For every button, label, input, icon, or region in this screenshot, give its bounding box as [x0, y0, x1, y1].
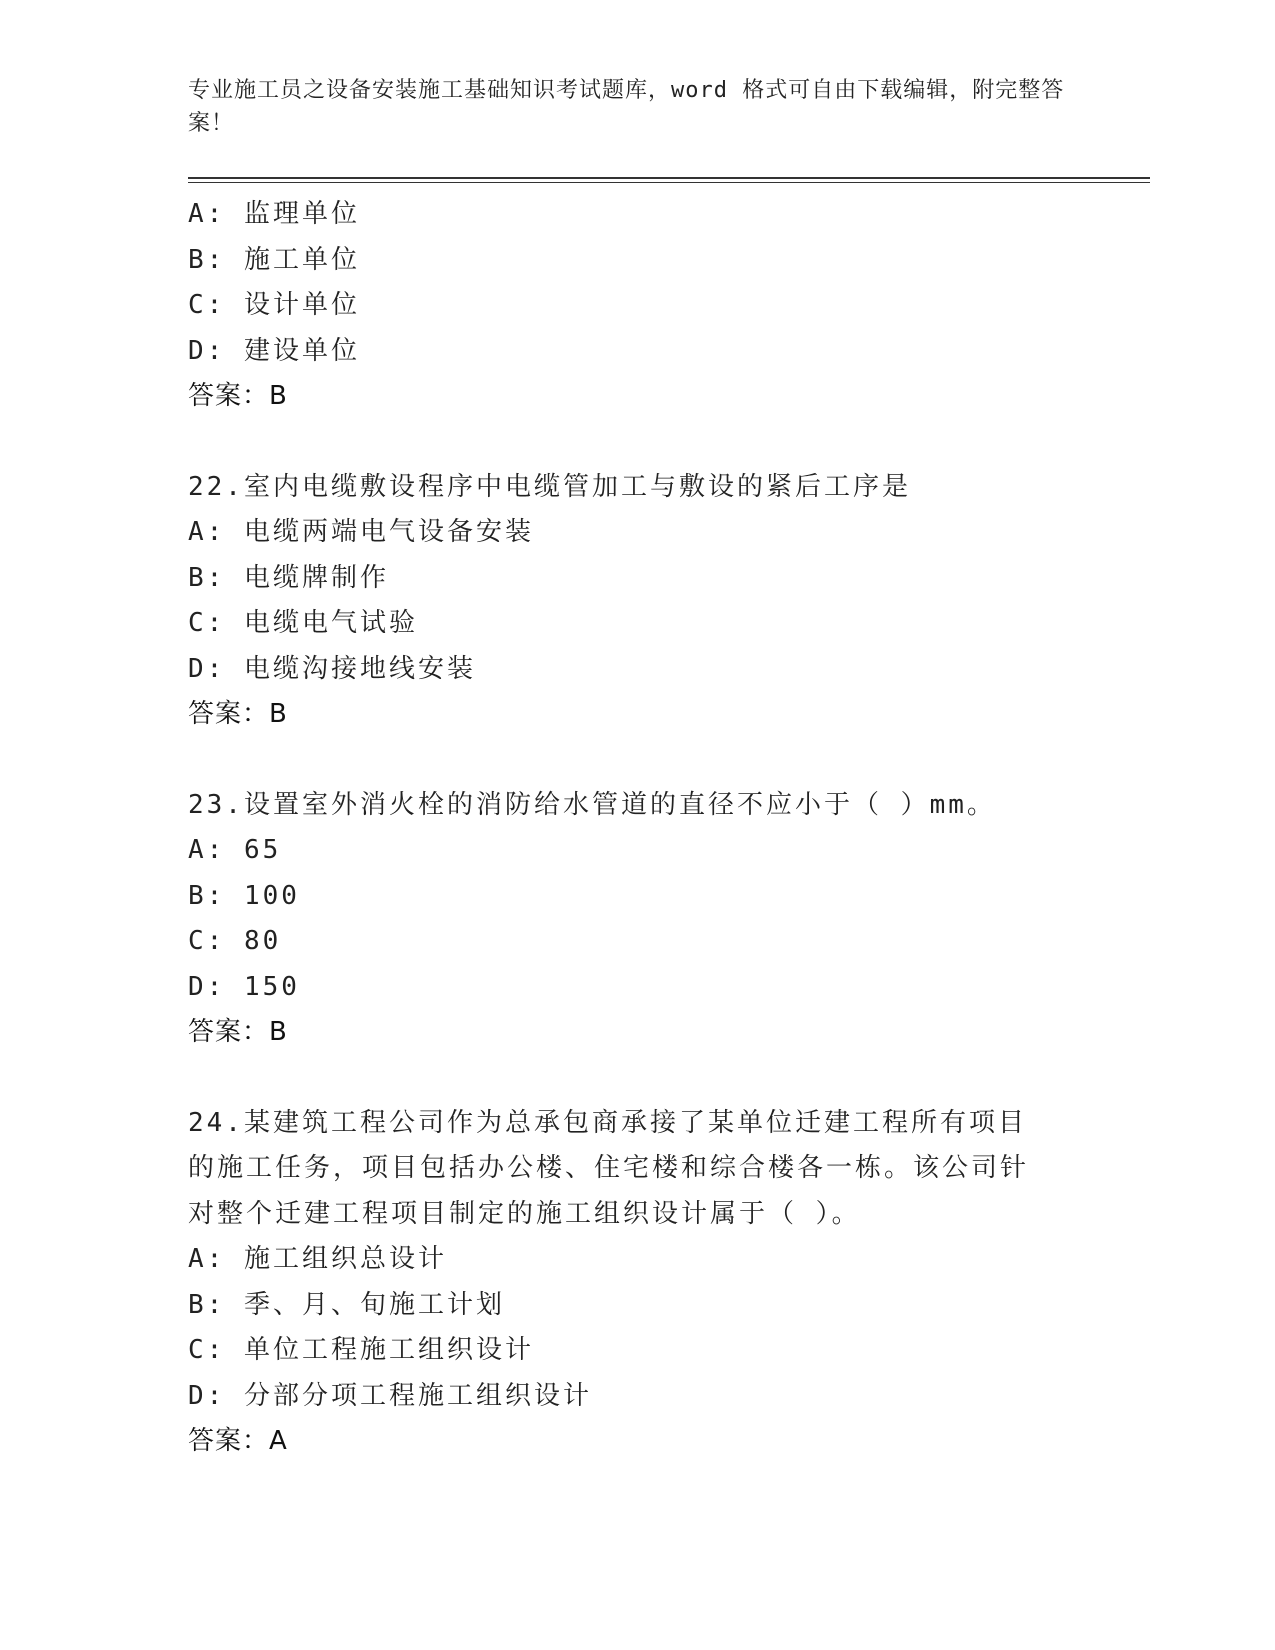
- question-list: [188, 192, 1088, 1465]
- option-c: C: 单位工程施工组织设计: [188, 1335, 534, 1365]
- question-stem: 24.某建筑工程公司作为总承包商承接了某单位迁建工程所有项目的施工任务，项目包括办公楼、住宅楼和综合楼各一栋。该公司针对整个迁建工程项目制定的施工组织设计属于（ ）。: [188, 1107, 1030, 1229]
- option-b: B: 电缆牌制作: [188, 562, 389, 593]
- option-c: C: 电缆电气试验: [188, 608, 418, 638]
- option-b: B: 100: [188, 880, 300, 911]
- document-header: 专业施工员之设备安装施工基础知识考试题库，word 格式可自由下载编辑，附完整答案！: [188, 78, 1065, 136]
- question-stem: 22.室内电缆敷设程序中电缆管加工与敷设的紧后工序是: [188, 471, 911, 502]
- option-a: A: 电缆两端电气设备安装: [188, 517, 534, 547]
- spacer: [188, 1056, 1088, 1101]
- option-c: C: 设计单位: [188, 290, 360, 320]
- header-divider-thin: [188, 182, 1150, 183]
- option-d: D: 分部分项工程施工组织设计: [188, 1380, 592, 1411]
- option-d: D: 电缆沟接地线安装: [188, 653, 476, 684]
- question-block: [188, 783, 1088, 1056]
- option-c: C: 80: [188, 926, 282, 956]
- question-block: [188, 192, 1088, 420]
- question-block: [188, 1101, 1088, 1465]
- spacer: [188, 420, 1088, 465]
- answer-line: 答案：B: [188, 381, 288, 411]
- option-b: B: 季、月、旬施工计划: [188, 1289, 505, 1320]
- option-a: A: 65: [188, 835, 282, 865]
- option-a: A: 监理单位: [188, 199, 360, 229]
- option-d: D: 建设单位: [188, 335, 360, 366]
- question-stem: 23.设置室外消火栓的消防给水管道的直径不应小于（ ）mm。: [188, 789, 996, 820]
- answer-line: 答案：A: [188, 1426, 288, 1456]
- spacer: [188, 738, 1088, 783]
- option-a: A: 施工组织总设计: [188, 1244, 447, 1274]
- answer-line: 答案：B: [188, 1017, 288, 1047]
- option-b: B: 施工单位: [188, 244, 360, 275]
- answer-line: 答案：B: [188, 699, 288, 729]
- question-block: [188, 465, 1088, 738]
- header-divider-thick: [188, 177, 1150, 179]
- option-d: D: 150: [188, 971, 300, 1002]
